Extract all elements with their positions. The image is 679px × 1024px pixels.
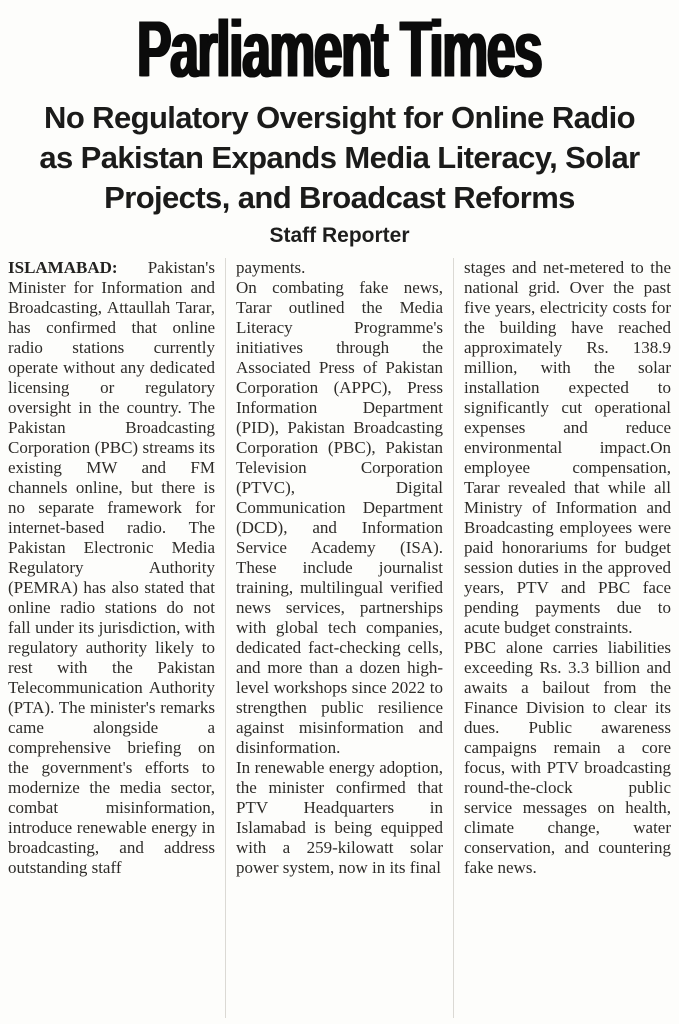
- article-column-1: [8, 258, 215, 1018]
- article-body: [8, 258, 671, 1018]
- article-column-3: [453, 258, 671, 1018]
- headline: [8, 98, 671, 218]
- paragraph: On combating fake news, Tarar outlined the Media Literacy Programme's initiatives through the Associated Press of Pakistan Corporation (APPC), Press Information Department (PID), Pakistan Broadcasting Corporation (PBC), Pakistan Television Corporation (PTVC), Digital Communication Department (DCD), and Information Service Academy (ISA). These include journalist training, multilingual verified news services, partnerships with global tech companies, dedicated fact-checking cells, and more than a dozen high-level workshops since 2022 to strengthen public resilience against misinformation and disinformation.: [236, 278, 443, 757]
- paragraph: In renewable energy adoption, the minister confirmed that PTV Headquarters in Islamabad is being equipped with a 259-kilowatt solar power system, now in its final: [236, 758, 443, 877]
- paragraph: payments.: [236, 258, 306, 277]
- page-header: [8, 4, 671, 250]
- dateline: ISLAMABAD:: [8, 258, 118, 277]
- paragraph: [8, 258, 215, 878]
- masthead-title: Parliament Times: [137, 4, 542, 94]
- headline-line-1: No Regulatory Oversight for Online Radio: [44, 100, 635, 135]
- byline: Staff Reporter: [269, 224, 410, 247]
- headline-line-3: Projects, and Broadcast Reforms: [104, 180, 575, 215]
- headline-line-2: as Pakistan Expands Media Literacy, Solar: [39, 140, 640, 175]
- paragraph-text: Pakistan's Minister for Information and Broadcasting, Attaullah Tarar, has confirmed that online radio stations currently operate without any dedicated licensing or regulatory oversight in the country. The Pakistan Broadcasting Corporation (PBC) streams its existing MW and FM channels online, but there is no separate framework for internet-based radio. The Pakistan Electronic Media Regulatory Authority (PEMRA) has also stated that online radio stations do not fall under its jurisdiction, with regulatory authority likely to rest with the Pakistan Telecommunication Authority (PTA). The minister's remarks came alongside a comprehensive briefing on the government's efforts to modernize the media sector, combat misinformation, introduce renewable energy in broadcasting, and address outstanding staff: [8, 258, 215, 877]
- article-column-2: [225, 258, 443, 1018]
- paragraph: PBC alone carries liabilities exceeding Rs. 3.3 billion and awaits a bailout from the Finance Division to clear its dues. Public awareness campaigns remain a core focus, with PTV broadcasting round-the-clock public service messages on health, climate change, water conservation, and countering fake news.: [464, 638, 671, 877]
- paragraph: stages and net-metered to the national grid. Over the past five years, electricity costs for the building have reached approximately Rs. 138.9 million, with the solar installation expected to significantly cut operational expenses and reduce environmental impact.On employee compensation, Tarar revealed that while all Ministry of Information and Broadcasting employees were paid honorariums for budget session duties in the approved years, PTV and PBC face pending payments due to acute budget constraints.: [464, 258, 671, 637]
- masthead: [8, 4, 671, 92]
